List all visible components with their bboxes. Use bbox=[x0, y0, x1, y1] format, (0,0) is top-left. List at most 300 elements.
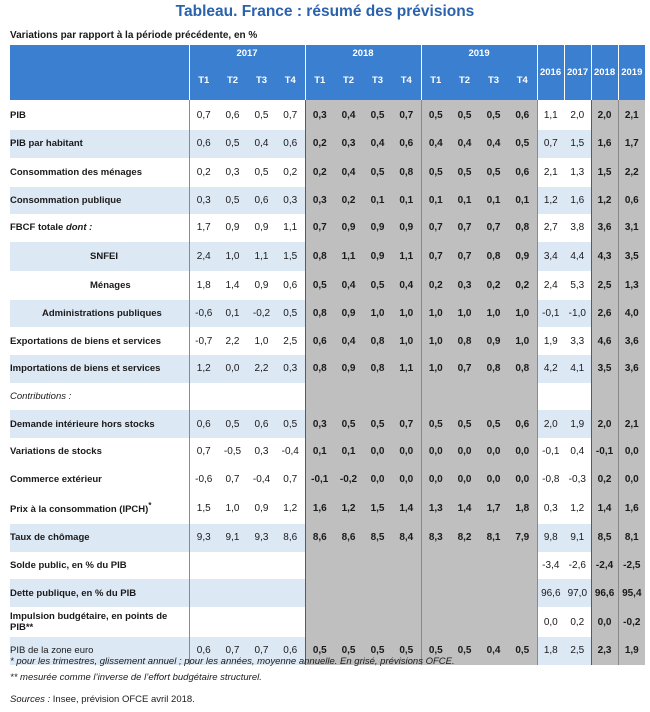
header-group-2018: 2018 bbox=[305, 45, 421, 61]
quarter-value-cell: 1,0 bbox=[421, 327, 450, 355]
quarter-value-cell: 0,0 bbox=[450, 466, 479, 494]
quarter-value-cell: 0,3 bbox=[276, 355, 305, 383]
quarter-value-cell: 0,5 bbox=[508, 637, 537, 665]
quarter-value-cell: 9,3 bbox=[247, 524, 276, 552]
annual-value-cell: -0,1 bbox=[537, 438, 564, 466]
quarter-value-cell: 0,0 bbox=[421, 466, 450, 494]
quarter-value-cell: 0,5 bbox=[363, 271, 392, 300]
quarter-value-cell: 0,2 bbox=[479, 271, 508, 300]
quarter-value-cell: 0,5 bbox=[392, 637, 421, 665]
header-quarter: T1 bbox=[421, 61, 450, 100]
annual-value-cell: -2,5 bbox=[618, 552, 645, 580]
annual-value-cell: 4,4 bbox=[564, 242, 591, 271]
annual-value-cell: 8,1 bbox=[618, 524, 645, 552]
quarter-value-cell: 1,4 bbox=[225, 279, 240, 291]
annual-value-cell: 2,5 bbox=[591, 271, 618, 300]
quarter-value-cell bbox=[421, 607, 450, 637]
annual-value-cell: -0,8 bbox=[537, 466, 564, 494]
row-label-text: Variations de stocks bbox=[10, 446, 102, 458]
annual-value-cell: 4,6 bbox=[591, 327, 618, 355]
row-label-footnote-mark: * bbox=[148, 501, 152, 511]
quarter-value-cell bbox=[189, 579, 218, 607]
quarter-value-cell bbox=[218, 579, 247, 607]
quarter-value-cell: 1,2 bbox=[334, 493, 363, 524]
row-label-text: FBCF totale bbox=[10, 222, 66, 234]
quarter-value-cell: 0,3 bbox=[276, 187, 305, 215]
quarter-value-cell: 0,4 bbox=[334, 100, 363, 130]
quarter-value-cell: 1,1 bbox=[392, 355, 421, 383]
row-label-text: Consommation publique bbox=[10, 194, 122, 206]
quarter-value-cell: 8,1 bbox=[479, 524, 508, 552]
quarter-value-cell: 0,4 bbox=[247, 130, 276, 158]
quarter-value-cell: 8,6 bbox=[305, 524, 334, 552]
quarter-value-cell: 0,5 bbox=[421, 637, 450, 665]
quarter-value-cell: 0,9 bbox=[363, 214, 392, 242]
quarter-value-cell: 0,1 bbox=[392, 187, 421, 215]
quarter-value-cell bbox=[421, 579, 450, 607]
quarter-value-cell: 0,5 bbox=[450, 158, 479, 187]
quarter-value-cell: 1,4 bbox=[392, 493, 421, 524]
quarter-value-cell: 0,3 bbox=[225, 166, 240, 178]
row-label-text: Ménages bbox=[90, 279, 131, 291]
quarter-value-cell bbox=[305, 579, 334, 607]
table-row bbox=[10, 327, 645, 355]
header-corner bbox=[10, 45, 189, 61]
header-year-2018: 2018 bbox=[591, 45, 618, 100]
table-row bbox=[10, 158, 645, 187]
quarter-value-cell: 0,7 bbox=[450, 214, 479, 242]
quarter-value-cell: 0,6 bbox=[247, 187, 276, 215]
quarter-value-cell bbox=[276, 579, 305, 607]
quarter-value-cell: -0,2 bbox=[334, 466, 363, 494]
table-row bbox=[10, 579, 645, 607]
quarter-value-cell: 1,1 bbox=[334, 242, 363, 271]
quarter-value-cell bbox=[247, 552, 276, 580]
quarter-value-cell: 0,8 bbox=[363, 355, 392, 383]
annual-value-cell: 96,6 bbox=[537, 579, 564, 607]
quarter-value-cell: 0,5 bbox=[421, 100, 450, 130]
annual-value-cell: -0,1 bbox=[591, 438, 618, 466]
quarter-value-cell: 0,6 bbox=[247, 410, 276, 438]
row-label-text: PIB bbox=[10, 109, 26, 121]
annual-value-cell: 3,6 bbox=[618, 327, 645, 355]
row-label bbox=[10, 383, 189, 411]
annual-value-cell: 3,5 bbox=[591, 355, 618, 383]
forecast-table bbox=[10, 45, 645, 665]
quarter-value-cell: 0,3 bbox=[450, 271, 479, 300]
quarter-value-cell: 8,2 bbox=[450, 524, 479, 552]
quarter-value-cell: 0,4 bbox=[334, 158, 363, 187]
quarter-value-cell: 0,9 bbox=[334, 300, 363, 328]
quarter-value-cell: 0,5 bbox=[254, 109, 269, 121]
quarter-value-cell: 0,6 bbox=[276, 130, 305, 158]
quarter-value-cell bbox=[189, 552, 218, 580]
quarter-value-cell bbox=[479, 552, 508, 580]
quarter-value-cell: 1,5 bbox=[189, 493, 218, 524]
annual-value-cell: 0,0 bbox=[618, 466, 645, 494]
quarter-value-cell: 0,9 bbox=[334, 214, 363, 242]
quarter-value-cell bbox=[450, 383, 479, 411]
header-year-row bbox=[10, 45, 645, 61]
quarter-value-cell: 0,1 bbox=[508, 187, 537, 215]
quarter-value-cell: 0,0 bbox=[479, 438, 508, 466]
quarter-value-cell: 0,7 bbox=[189, 438, 218, 466]
annual-value-cell: -0,3 bbox=[568, 473, 586, 485]
quarter-value-cell bbox=[334, 579, 363, 607]
table-row bbox=[10, 242, 645, 271]
annual-value-cell: 3,8 bbox=[570, 222, 585, 234]
annual-value-cell: 9,8 bbox=[537, 524, 564, 552]
annual-value-cell: 1,3 bbox=[570, 166, 585, 178]
annual-value-cell: 0,2 bbox=[570, 616, 585, 628]
quarter-value-cell: 1,7 bbox=[189, 214, 218, 242]
quarter-value-cell: 0,9 bbox=[479, 327, 508, 355]
quarter-value-cell: 2,5 bbox=[283, 335, 298, 347]
quarter-value-cell: 1,0 bbox=[363, 300, 392, 328]
quarter-value-cell: 0,8 bbox=[392, 158, 421, 187]
quarter-value-cell: 1,0 bbox=[421, 355, 450, 383]
annual-value-cell: -1,0 bbox=[564, 300, 591, 328]
annual-value-cell: 2,6 bbox=[591, 300, 618, 328]
annual-value-cell: 4,0 bbox=[618, 300, 645, 328]
row-label bbox=[10, 410, 189, 438]
quarter-value-cell: 0,4 bbox=[392, 271, 421, 300]
quarter-value-cell: 0,4 bbox=[334, 327, 363, 355]
quarter-value-cell: 0,3 bbox=[254, 446, 269, 458]
quarter-value-cell: 0,5 bbox=[276, 410, 305, 438]
quarter-value-cell bbox=[218, 607, 247, 637]
annual-value-cell: 1,6 bbox=[618, 493, 645, 524]
quarter-value-cell bbox=[305, 552, 334, 580]
quarter-value-cell bbox=[450, 607, 479, 637]
quarter-value-cell: 1,1 bbox=[283, 222, 298, 234]
quarter-value-cell bbox=[392, 552, 421, 580]
quarter-value-cell: 0,5 bbox=[334, 410, 363, 438]
annual-value-cell: 4,2 bbox=[537, 355, 564, 383]
quarter-value-cell: 8,6 bbox=[334, 524, 363, 552]
annual-value-cell: 1,7 bbox=[618, 130, 645, 158]
quarter-value-cell: 0,9 bbox=[254, 279, 269, 291]
row-label-text: Contributions : bbox=[10, 390, 72, 402]
annual-value-cell: 2,0 bbox=[537, 410, 564, 438]
annual-value-cell: 0,7 bbox=[537, 130, 564, 158]
quarter-value-cell: 0,5 bbox=[479, 410, 508, 438]
quarter-value-cell bbox=[276, 552, 305, 580]
quarter-value-cell: 0,8 bbox=[363, 327, 392, 355]
quarter-value-cell: 0,6 bbox=[508, 100, 537, 130]
quarter-value-cell bbox=[392, 383, 421, 411]
row-label-text: Dette publique, en % du PIB bbox=[10, 587, 137, 599]
table-row bbox=[10, 187, 645, 215]
row-label bbox=[10, 607, 189, 637]
quarter-value-cell: 0,8 bbox=[450, 327, 479, 355]
row-label-text: Prix à la consommation (IPCH) bbox=[10, 504, 149, 516]
annual-value-cell: 2,1 bbox=[537, 158, 564, 187]
quarter-value-cell: 0,7 bbox=[283, 109, 298, 121]
quarter-value-cell: 0,8 bbox=[305, 355, 334, 383]
quarter-value-cell: 0,2 bbox=[508, 271, 537, 300]
row-label bbox=[10, 214, 189, 242]
annual-value-cell bbox=[618, 383, 645, 411]
quarter-value-cell bbox=[305, 383, 334, 411]
table-row bbox=[10, 493, 645, 524]
row-label bbox=[10, 438, 189, 466]
quarter-value-cell bbox=[276, 383, 305, 411]
quarter-value-cell: 0,5 bbox=[508, 130, 537, 158]
header-group-2017: 2017 bbox=[189, 45, 305, 61]
header-quarter: T1 bbox=[305, 61, 334, 100]
quarter-value-cell: -0,2 bbox=[247, 300, 276, 328]
quarter-value-cell: 0,0 bbox=[392, 438, 421, 466]
quarter-value-cell bbox=[479, 607, 508, 637]
annual-value-cell: 1,2 bbox=[570, 503, 585, 514]
quarter-value-cell: 0,7 bbox=[421, 242, 450, 271]
quarter-value-cell: 0,6 bbox=[305, 327, 334, 355]
row-label bbox=[10, 130, 189, 158]
quarter-value-cell: 0,5 bbox=[305, 637, 334, 665]
quarter-value-cell: -0,4 bbox=[281, 446, 299, 458]
row-label-text: Solde public, en % du PIB bbox=[10, 559, 127, 571]
sources-line bbox=[10, 694, 195, 705]
table-row bbox=[10, 383, 645, 411]
annual-value-cell: 1,1 bbox=[537, 100, 564, 130]
quarter-value-cell: 0,4 bbox=[363, 130, 392, 158]
table-row bbox=[10, 130, 645, 158]
header-quarter: T2 bbox=[218, 61, 247, 100]
header-year-2019: 2019 bbox=[618, 45, 645, 100]
quarter-value-cell: 0,2 bbox=[189, 158, 218, 187]
header-quarter: T3 bbox=[363, 61, 392, 100]
annual-value-cell: 1,9 bbox=[564, 410, 591, 438]
quarter-value-cell: 9,1 bbox=[218, 524, 247, 552]
quarter-value-cell: 0,6 bbox=[225, 109, 240, 121]
quarter-value-cell bbox=[247, 383, 276, 411]
quarter-value-cell bbox=[363, 579, 392, 607]
quarter-value-cell: 0,5 bbox=[421, 410, 450, 438]
row-label-text: Taux de chômage bbox=[10, 532, 90, 544]
quarter-value-cell: 0,4 bbox=[421, 130, 450, 158]
sources-text: Insee, prévision OFCE avril 2018. bbox=[50, 694, 195, 705]
quarter-value-cell: 0,6 bbox=[283, 279, 298, 291]
quarter-value-cell: 0,8 bbox=[305, 242, 334, 271]
quarter-value-cell: 0,0 bbox=[363, 466, 392, 494]
quarter-value-cell bbox=[218, 383, 247, 411]
annual-value-cell: 3,4 bbox=[537, 242, 564, 271]
quarter-value-cell: 0,7 bbox=[283, 473, 298, 485]
footnote-1: * pour les trimestres, glissement annuel ; pour les années, moyenne annuelle. En grisé, prévisions OFCE. bbox=[10, 656, 455, 667]
row-label-text: Consommation des ménages bbox=[10, 166, 142, 178]
row-label bbox=[10, 524, 189, 552]
quarter-value-cell: 0,1 bbox=[479, 187, 508, 215]
quarter-value-cell: 0,2 bbox=[421, 271, 450, 300]
quarter-value-cell bbox=[392, 607, 421, 637]
quarter-value-cell: 1,0 bbox=[450, 300, 479, 328]
header-quarter: T1 bbox=[189, 61, 218, 100]
row-label-text: PIB de la zone euro bbox=[10, 645, 94, 657]
quarter-value-cell: 0,4 bbox=[479, 130, 508, 158]
quarter-value-cell: 2,4 bbox=[189, 242, 218, 271]
row-label bbox=[10, 242, 189, 271]
annual-value-cell: 1,6 bbox=[591, 130, 618, 158]
quarter-value-cell: 2,2 bbox=[225, 335, 240, 347]
quarter-value-cell: 0,5 bbox=[450, 637, 479, 665]
quarter-value-cell: 0,9 bbox=[334, 355, 363, 383]
row-label bbox=[10, 187, 189, 215]
annual-value-cell: 0,0 bbox=[618, 438, 645, 466]
quarter-value-cell: 1,7 bbox=[479, 493, 508, 524]
quarter-value-cell: 0,9 bbox=[254, 503, 269, 514]
quarter-value-cell: 0,3 bbox=[305, 187, 334, 215]
header-year-2017: 2017 bbox=[564, 45, 591, 100]
table-title: Tableau. France : résumé des prévisions bbox=[175, 3, 475, 20]
annual-value-cell: 2,5 bbox=[564, 637, 591, 665]
quarter-value-cell: -0,7 bbox=[189, 327, 218, 355]
annual-value-cell: 3,1 bbox=[618, 214, 645, 242]
annual-value-cell: 0,6 bbox=[618, 187, 645, 215]
quarter-value-cell: 0,9 bbox=[363, 242, 392, 271]
quarter-value-cell bbox=[479, 579, 508, 607]
quarter-value-cell: 7,9 bbox=[508, 524, 537, 552]
quarter-value-cell: 0,8 bbox=[508, 355, 537, 383]
table-subtitle: Variations par rapport à la période précédente, en % bbox=[10, 30, 258, 41]
annual-value-cell: 2,1 bbox=[618, 100, 645, 130]
table-body bbox=[10, 100, 645, 665]
row-label-text: SNFEI bbox=[90, 250, 118, 262]
quarter-value-cell: 0,5 bbox=[218, 187, 247, 215]
quarter-value-cell: 0,7 bbox=[392, 410, 421, 438]
annual-value-cell: 1,4 bbox=[591, 493, 618, 524]
quarter-value-cell: -0,6 bbox=[189, 300, 218, 328]
quarter-value-cell bbox=[363, 552, 392, 580]
annual-value-cell: 1,3 bbox=[618, 271, 645, 300]
quarter-value-cell: 0,1 bbox=[363, 187, 392, 215]
quarter-value-cell: 0,6 bbox=[276, 637, 305, 665]
quarter-value-cell: 1,0 bbox=[225, 503, 240, 514]
annual-value-cell: 0,4 bbox=[570, 446, 585, 458]
annual-value-cell: 0,3 bbox=[537, 493, 564, 524]
header-label-cell bbox=[10, 61, 189, 100]
quarter-value-cell: 2,2 bbox=[247, 355, 276, 383]
annual-value-cell: 2,3 bbox=[591, 637, 618, 665]
quarter-value-cell: 0,9 bbox=[254, 222, 269, 234]
row-label-text: PIB par habitant bbox=[10, 138, 83, 150]
table-row bbox=[10, 524, 645, 552]
quarter-value-cell: 0,3 bbox=[189, 187, 218, 215]
quarter-value-cell: 0,9 bbox=[392, 214, 421, 242]
quarter-value-cell bbox=[421, 552, 450, 580]
quarter-value-cell: 0,0 bbox=[392, 466, 421, 494]
quarter-value-cell bbox=[247, 607, 276, 637]
quarter-value-cell: 0,8 bbox=[305, 300, 334, 328]
quarter-value-cell: 0,5 bbox=[305, 271, 334, 300]
quarter-value-cell bbox=[363, 607, 392, 637]
header-quarter: T4 bbox=[392, 61, 421, 100]
row-label bbox=[10, 158, 189, 187]
annual-value-cell: 1,6 bbox=[564, 187, 591, 215]
quarter-value-cell: 0,8 bbox=[479, 355, 508, 383]
annual-value-cell: 0,0 bbox=[537, 607, 564, 637]
quarter-value-cell bbox=[189, 383, 218, 411]
quarter-value-cell bbox=[479, 383, 508, 411]
quarter-value-cell: 1,0 bbox=[218, 242, 247, 271]
quarter-value-cell: -0,5 bbox=[223, 446, 242, 458]
quarter-value-cell: 0,7 bbox=[392, 100, 421, 130]
annual-value-cell: 95,4 bbox=[618, 579, 645, 607]
row-label-text: Administrations publiques bbox=[42, 307, 162, 319]
annual-value-cell: -2,6 bbox=[568, 559, 586, 571]
row-label bbox=[10, 579, 189, 607]
quarter-value-cell: 1,2 bbox=[283, 503, 298, 514]
quarter-value-cell: 0,9 bbox=[225, 222, 240, 234]
quarter-value-cell bbox=[508, 552, 537, 580]
quarter-value-cell: 1,3 bbox=[421, 493, 450, 524]
quarter-value-cell: 0,3 bbox=[334, 130, 363, 158]
annual-value-cell: 1,9 bbox=[537, 327, 564, 355]
quarter-value-cell: 0,7 bbox=[421, 214, 450, 242]
table-row bbox=[10, 271, 645, 300]
annual-value-cell: -2,4 bbox=[591, 552, 618, 580]
quarter-value-cell: 0,5 bbox=[218, 410, 247, 438]
quarter-value-cell: 0,5 bbox=[450, 100, 479, 130]
quarter-value-cell: 0,6 bbox=[392, 130, 421, 158]
annual-value-cell: 1,2 bbox=[537, 187, 564, 215]
quarter-value-cell: 8,3 bbox=[421, 524, 450, 552]
quarter-value-cell: 0,5 bbox=[363, 410, 392, 438]
row-label bbox=[10, 355, 189, 383]
quarter-value-cell bbox=[218, 552, 247, 580]
table-row bbox=[10, 410, 645, 438]
quarter-value-cell: 0,0 bbox=[479, 466, 508, 494]
annual-value-cell: 9,1 bbox=[564, 524, 591, 552]
quarter-value-cell: 1,6 bbox=[305, 493, 334, 524]
table-row bbox=[10, 355, 645, 383]
quarter-value-cell: 0,2 bbox=[283, 166, 298, 178]
quarter-value-cell: 0,4 bbox=[450, 130, 479, 158]
footnote-2: ** mesurée comme l’inverse de l’effort budgétaire structurel. bbox=[10, 672, 262, 683]
row-label bbox=[10, 271, 189, 300]
quarter-value-cell: -0,4 bbox=[252, 473, 271, 485]
quarter-value-cell bbox=[392, 579, 421, 607]
quarter-value-cell: 0,7 bbox=[247, 637, 276, 665]
annual-value-cell: 4,1 bbox=[564, 355, 591, 383]
annual-value-cell: 2,0 bbox=[591, 410, 618, 438]
quarter-value-cell: 0,7 bbox=[189, 100, 218, 130]
annual-value-cell: 4,3 bbox=[591, 242, 618, 271]
quarter-value-cell: 1,8 bbox=[189, 271, 218, 300]
row-label-text: Commerce extérieur bbox=[10, 473, 102, 485]
quarter-value-cell bbox=[363, 383, 392, 411]
quarter-value-cell: 0,7 bbox=[305, 214, 334, 242]
quarter-value-cell: 0,1 bbox=[450, 187, 479, 215]
quarter-value-cell bbox=[450, 579, 479, 607]
annual-value-cell: 1,2 bbox=[591, 187, 618, 215]
annual-value-cell: 2,0 bbox=[570, 109, 585, 121]
annual-value-cell: 3,6 bbox=[618, 355, 645, 383]
quarter-value-cell: 1,0 bbox=[254, 335, 269, 347]
quarter-value-cell bbox=[508, 383, 537, 411]
quarter-value-cell bbox=[189, 607, 218, 637]
quarter-value-cell bbox=[334, 383, 363, 411]
quarter-value-cell: 1,4 bbox=[450, 493, 479, 524]
annual-value-cell: 2,2 bbox=[618, 158, 645, 187]
annual-value-cell: 97,0 bbox=[564, 579, 591, 607]
quarter-value-cell: 0,1 bbox=[334, 438, 363, 466]
quarter-value-cell: 0,1 bbox=[305, 438, 334, 466]
table-row bbox=[10, 466, 645, 494]
table-row bbox=[10, 607, 645, 637]
quarter-value-cell: 1,0 bbox=[508, 327, 537, 355]
annual-value-cell: 1,5 bbox=[591, 158, 618, 187]
